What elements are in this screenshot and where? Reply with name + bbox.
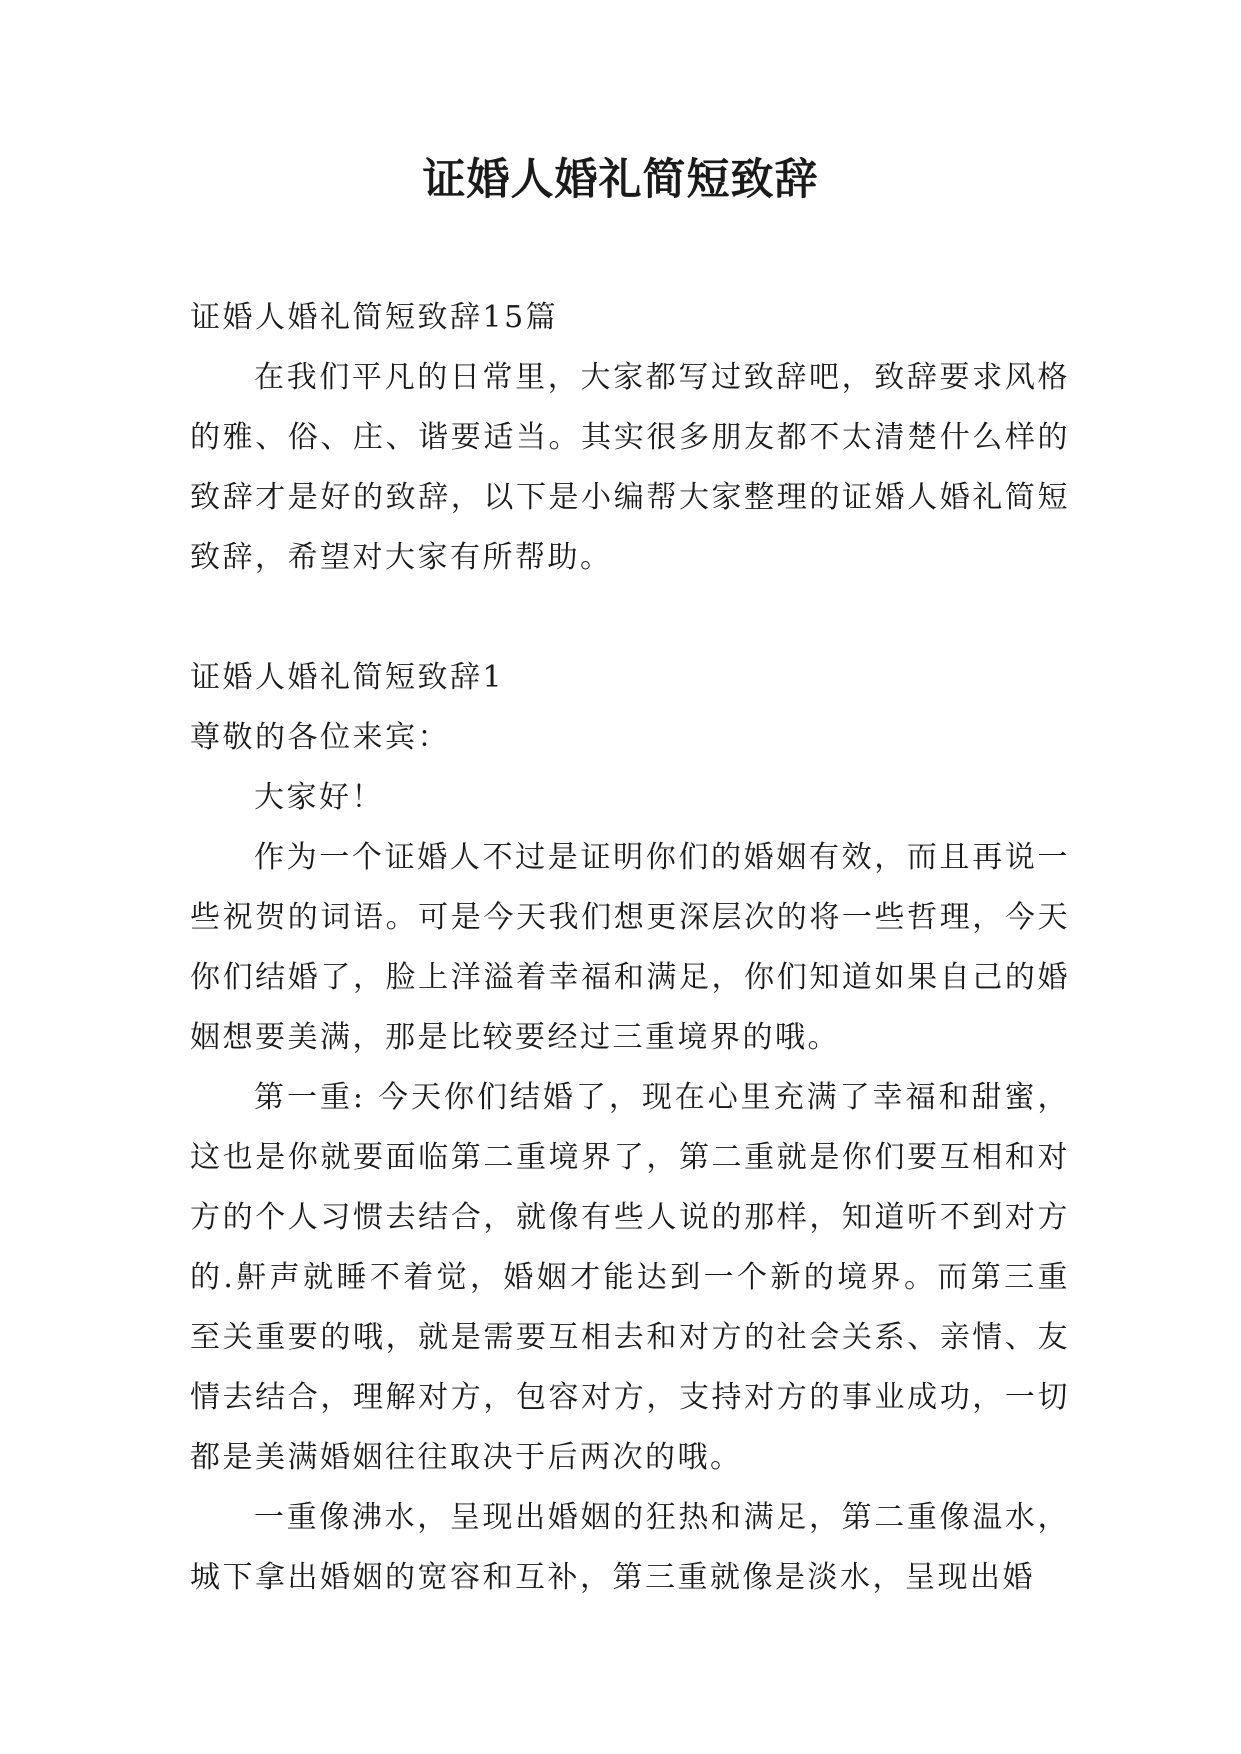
body-paragraph: 第一重: 今天你们结婚了，现在心里充满了幸福和甜蜜，这也是你就要面临第二重境界了，第二重就是你们要互相和对方的个人习惯去结合，就像有些人说的那样，知道听不到对方的.鼾声就睡不着觉，婚姻才能达到一个新的境界。而第三重至关重要的哦，就是需要互相去和对方的社会关系、亲情、友情去结合，理解对方，包容对方，支持对方的事业成功，一切都是美满婚姻往往取决于后两次的哦。 <box>190 1080 1070 1475</box>
document-body <box>190 288 1070 1608</box>
intro-paragraph: 在我们平凡的日常里，大家都写过致辞吧，致辞要求风格的雅、俗、庄、谐要适当。其实很多朋友都不太清楚什么样的致辞才是好的致辞，以下是小编帮大家整理的证婚人婚礼简短致辞，希望对大家有所帮助。 <box>190 360 1070 575</box>
salutation: 尊敬的各位来宾： <box>190 720 450 755</box>
section-heading: 证婚人婚礼简短致辞1 <box>190 660 505 695</box>
body-paragraph: 作为一个证婚人不过是证明你们的婚姻有效，而且再说一些祝贺的词语。可是今天我们想更深层次的将一些哲理，今天你们结婚了，脸上洋溢着幸福和满足，你们知道如果自己的婚姻想要美满，那是比较要经过三重境界的哦。 <box>190 840 1070 1055</box>
document-subtitle: 证婚人婚礼简短致辞15篇 <box>190 300 559 335</box>
document-title: 证婚人婚礼简短致辞 <box>422 155 819 205</box>
body-paragraph: 一重像沸水，呈现出婚姻的狂热和满足，第二重像温水，城下拿出婚姻的宽容和互补，第三重就像是淡水，呈现出婚 <box>190 1500 1070 1595</box>
greeting: 大家好！ <box>254 780 384 815</box>
section-spacer <box>190 588 1070 648</box>
